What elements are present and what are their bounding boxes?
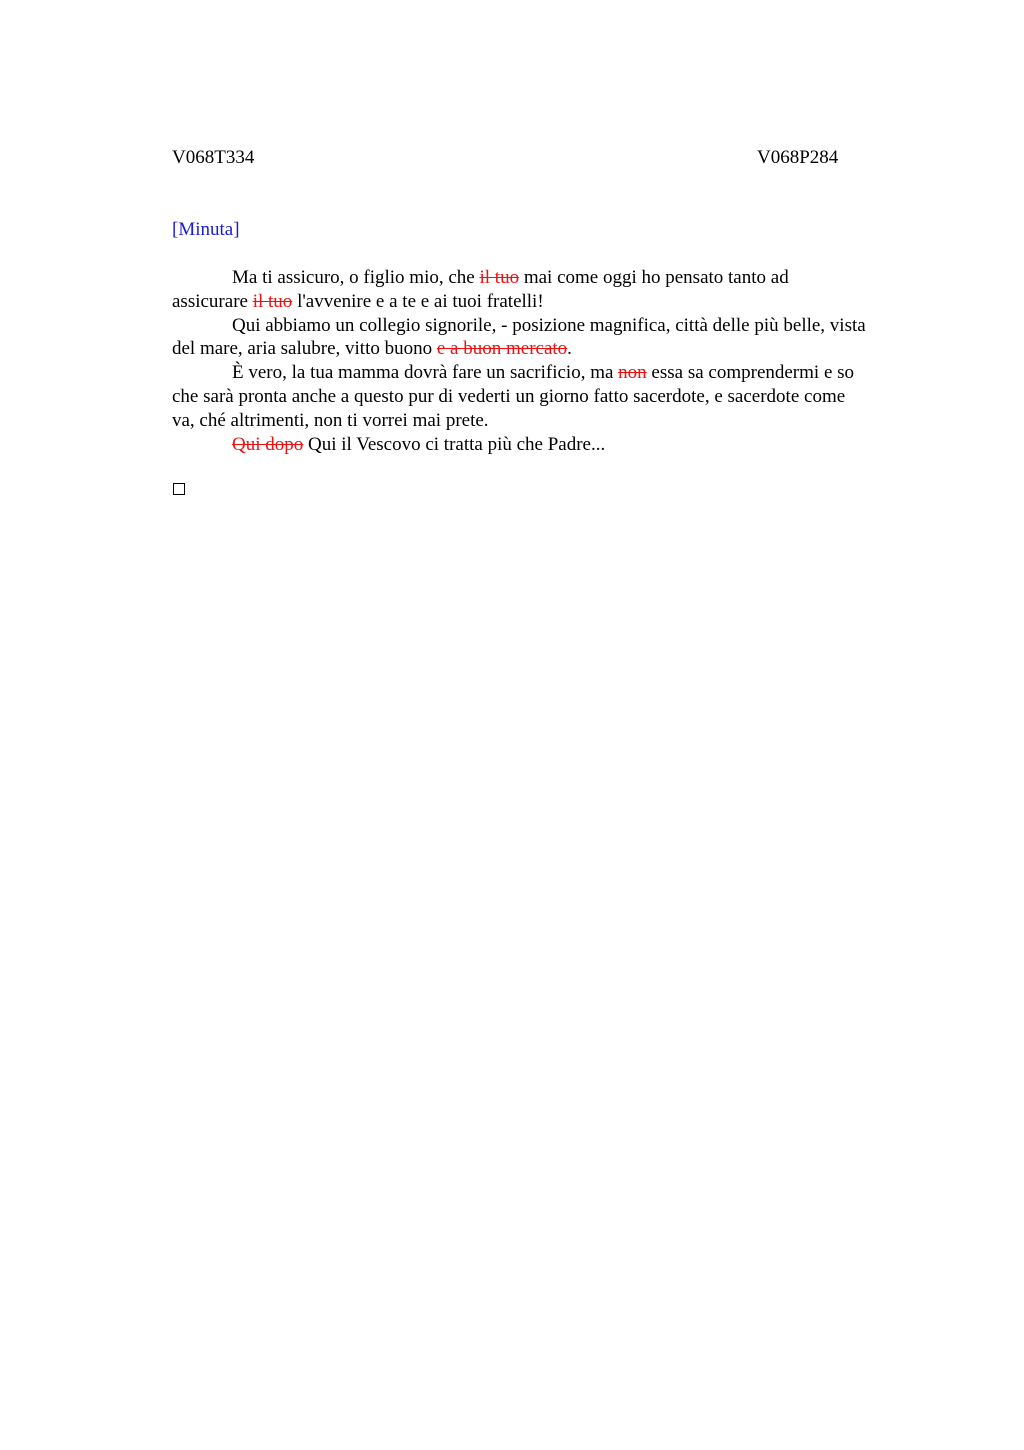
text-segment: Qui abbiamo un collegio signorile, - posizione magnifica, città delle più belle, vista [232,314,866,336]
text-line [172,314,924,338]
paragraph [172,314,924,362]
paragraph [172,361,924,432]
text-segment: l'avvenire e a te e ai tuoi fratelli! [292,290,544,312]
deleted-text: il tuo [479,267,520,288]
text-line [172,337,924,361]
text-segment: Ma ti assicuro, o figlio mio, che [232,267,480,288]
text-line [172,266,924,290]
text-segment: Qui il Vescovo ci tratta più che Padre... [303,433,606,455]
deleted-text: e a buon mercato [436,338,568,360]
deleted-text: il tuo [252,290,293,312]
draft-tag: [Minuta] [172,219,240,240]
deleted-text: Qui dopo [232,433,304,455]
checkbox-icon[interactable] [173,483,185,495]
text-segment: va, ché altrimenti, non ti vorrei mai prete. [172,409,489,431]
paragraph [172,266,924,314]
text-segment: essa sa comprendermi e so [646,362,855,384]
text-line [172,433,924,457]
text-line [172,385,924,409]
reference-code-right: V068P284 [757,147,839,168]
text-segment: . [567,338,572,360]
letter-body [172,266,924,456]
text-line [172,409,924,433]
paragraph [172,433,924,457]
text-segment: del mare, aria salubre, vitto buono [172,338,437,360]
text-segment: mai come oggi ho pensato tanto ad [519,267,789,288]
text-segment: assicurare [172,290,253,312]
deleted-text: non [618,362,647,384]
text-line [172,361,924,385]
text-segment: È vero, la tua mamma dovrà fare un sacrificio, ma [232,362,619,384]
reference-code-left: V068T334 [172,147,255,168]
text-segment: che sarà pronta anche a questo pur di vederti un giorno fatto sacerdote, e sacerdote come [172,385,846,407]
text-line [172,290,924,314]
